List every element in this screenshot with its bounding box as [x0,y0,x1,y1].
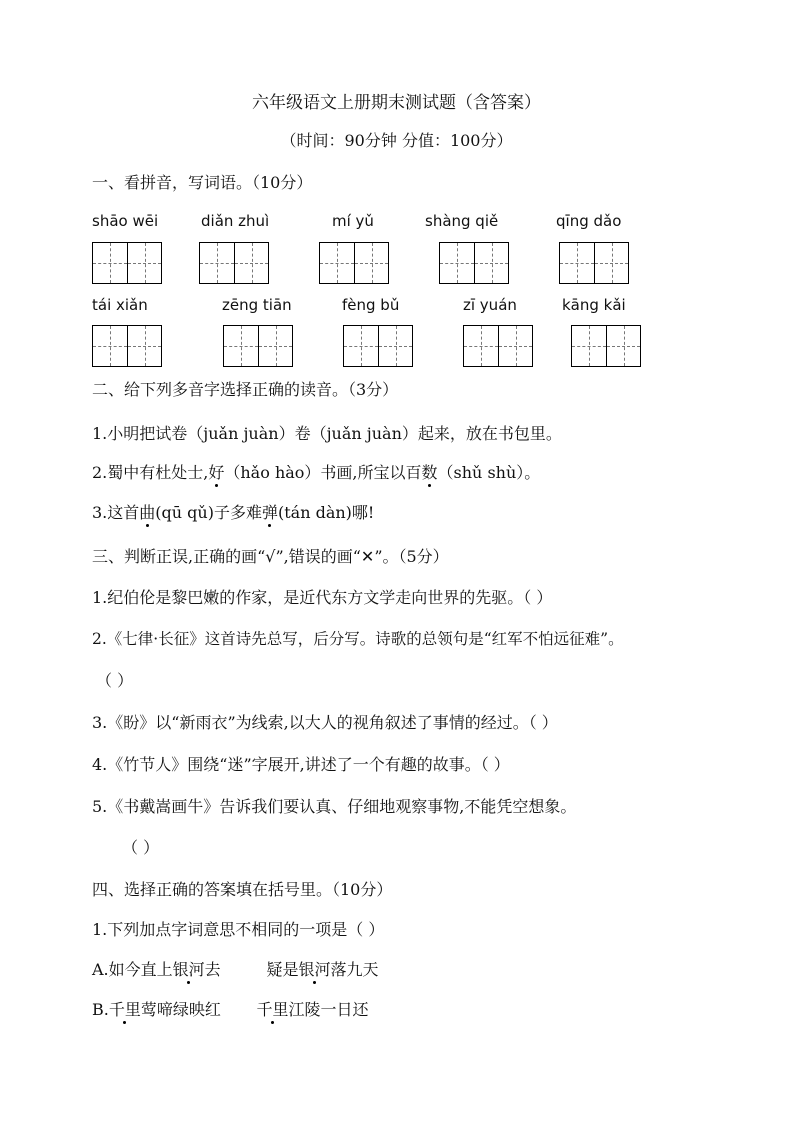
writing-grid[interactable] [343,325,413,367]
pinyin-8: fèng bǔ [342,296,400,314]
writing-grid[interactable] [92,325,162,367]
pinyin-10: kāng kǎi [562,296,626,314]
writing-grid[interactable] [319,242,389,284]
pinyin-5: qīng dǎo [556,212,622,230]
pinyin-3: mí yǔ [332,212,374,230]
pinyin-2: diǎn zhuì [201,212,270,230]
writing-grid[interactable] [559,242,629,284]
option-b: B.千里莺啼绿映红 千里江陵一日还 [92,1000,369,1019]
section3-heading: 三、判断正误,正确的画“√”,错误的画“✕”。（5分） [92,547,449,566]
question-3-1: 1.纪伯伦是黎巴嫩的作家，是近代东方文学走向世界的先驱。（ ） [92,588,553,607]
section2-heading: 二、给下列多音字选择正确的读音。（3分） [92,380,399,399]
question-3-3: 3.《盼》以“新雨衣”为线索,以大人的视角叙述了事情的经过。（ ） [92,713,558,732]
pinyin-7: zēng tiān [222,296,292,314]
question-3-5: 5.《书戴嵩画牛》告诉我们要认真、仔细地观察事物,不能凭空想象。 [92,797,577,816]
writing-grid[interactable] [223,325,293,367]
question-3-2: 2.《七律·长征》这首诗先总写，后分写。诗歌的总领句是“红军不怕远征难”。 [92,630,624,648]
option-a: A.如今直上银河去 疑是银河落九天 [92,960,379,979]
pinyin-1: shāo wēi [92,212,159,230]
answer-paren[interactable]: （ ） [96,671,134,690]
pinyin-6: tái xiǎn [92,296,148,314]
section4-heading: 四、选择正确的答案填在括号里。（10分） [92,880,393,899]
question-3-4: 4.《竹节人》围绕“迷”字展开,讲述了一个有趣的故事。（ ） [92,755,510,774]
section1-heading: 一、看拼音，写词语。（10分） [92,173,313,192]
writing-grid[interactable] [439,242,509,284]
pinyin-4: shàng qiě [425,212,499,230]
question-2-2: 2.蜀中有杜处士,好（hǎo hào）书画,所宝以百数（shǔ shù）。 [92,463,541,482]
writing-grid[interactable] [92,242,162,284]
question-2-3: 3.这首曲(qū qǔ)子多难弹(tán dàn)哪! [92,503,375,522]
writing-grid[interactable] [571,325,641,367]
writing-grid[interactable] [199,242,269,284]
page-subtitle: （时间：90分钟 分值：100分） [280,131,513,150]
pinyin-9: zī yuán [463,296,517,314]
question-4-1: 1.下列加点字词意思不相同的一项是（ ） [92,920,385,939]
page-title: 六年级语文上册期末测试题（含答案） [252,93,541,113]
question-2-1: 1.小明把试卷（juǎn juàn）卷（juǎn juàn）起来，放在书包里。 [92,424,562,443]
writing-grid[interactable] [463,325,533,367]
answer-paren[interactable]: （ ） [122,838,160,857]
